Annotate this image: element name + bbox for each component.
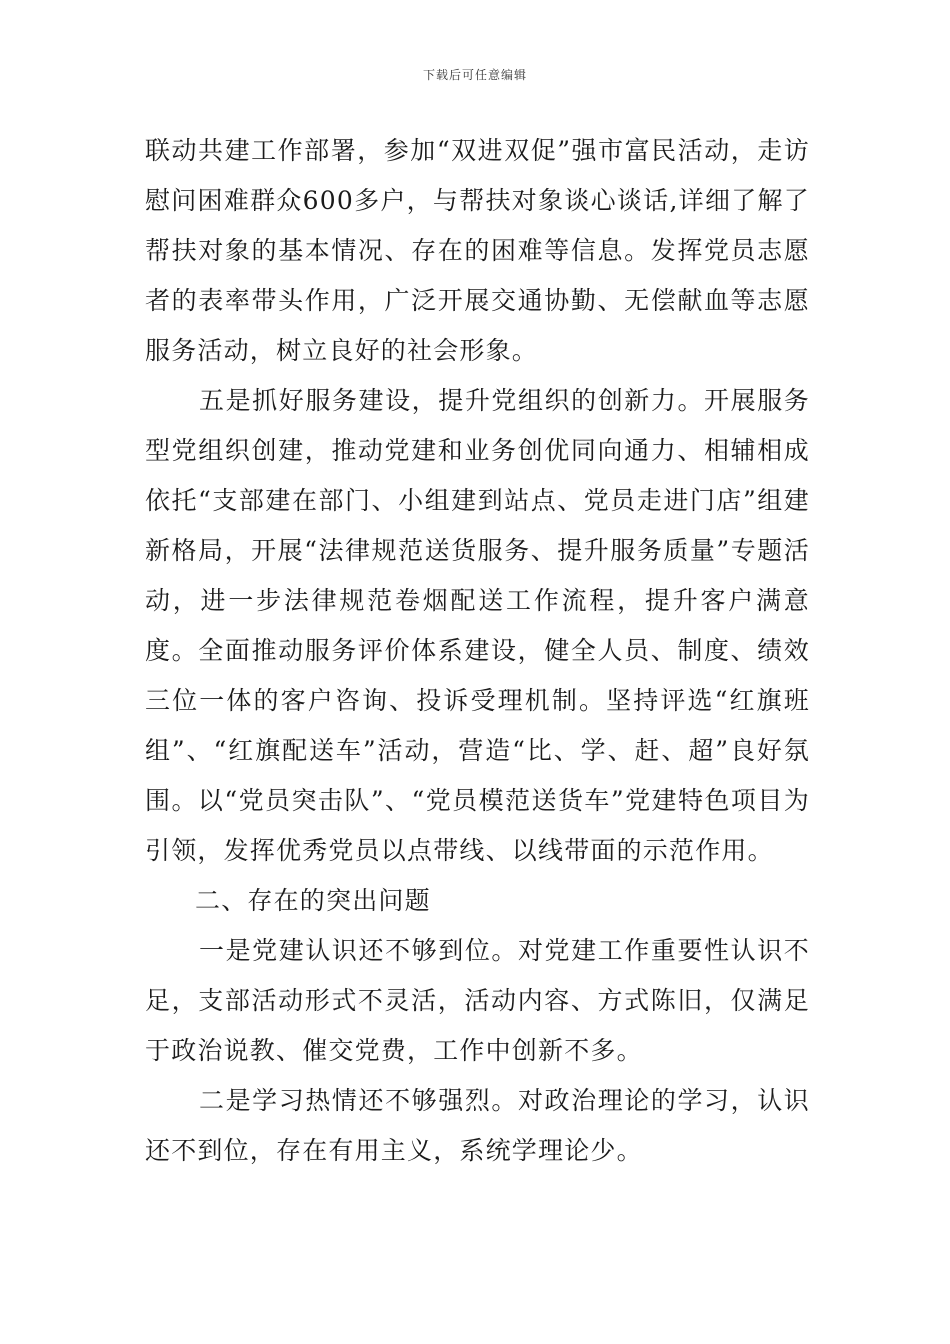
paragraph-service-building: 五是抓好服务建设，提升党组织的创新力。开展服务型党组织创建，推动党建和业务创优同向通力、相辅相成依托“支部建在部门、小组建到站点、党员走进门店”组建新格局，开展“法律规范送货服务、提升服务质量”专题活动，进一步法律规范卷烟配送工作流程，提升客户满意度。全面推动服务评价体系建设，健全人员、制度、绩效三位一体的客户咨询、投诉受理机制。坚持评选“红旗班组”、“红旗配送车”活动，营造“比、学、赶、超”良好氛围。以“党员突击队”、“党员模范送货车”党建特色项目为引领，发挥优秀党员以点带线、以线带面的示范作用。 [145, 386, 810, 865]
section-heading-problems: 二、存在的突出问题 [195, 886, 431, 915]
page-header-note: 下载后可任意编辑 [422, 68, 527, 82]
paragraph-problem-two: 二是学习热情还不够强烈。对政治理论的学习，认识还不到位，存在有用主义，系统学理论少。 [145, 1086, 810, 1165]
document-body [145, 126, 810, 1176]
paragraph-continued: 联动共建工作部署，参加“双进双促”强市富民活动，走访慰问困难群众600多户，与帮扶对象谈心谈话,详细了解了帮扶对象的基本情况、存在的困难等信息。发挥党员志愿者的表率带头作用，广泛开展交通协勤、无偿献血等志愿服务活动，树立良好的社会形象。 [145, 136, 810, 365]
paragraph-problem-one: 一是党建认识还不够到位。对党建工作重要性认识不足，支部活动形式不灵活，活动内容、方式陈旧，仅满足于政治说教、催交党费，工作中创新不多。 [145, 936, 810, 1065]
